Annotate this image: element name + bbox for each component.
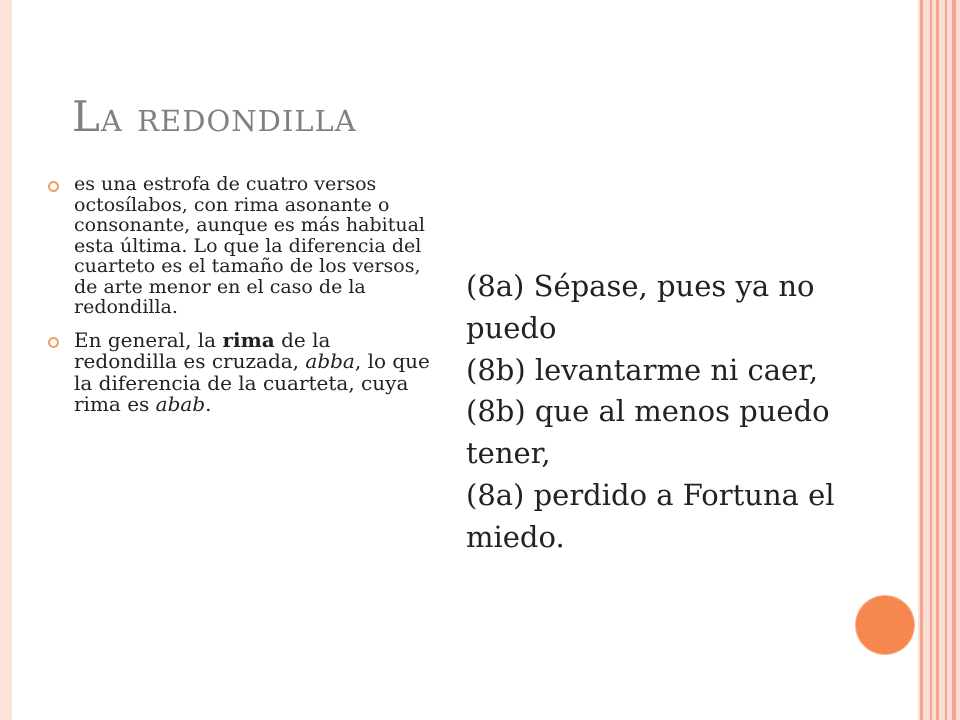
right-stripe [930,0,932,720]
bullet-text-bold: rima [222,327,275,352]
bullet-text-segment: . [205,392,212,417]
right-stripe [952,0,956,720]
poem-line: (8b) que al menos puedo tener, [466,394,830,470]
bullet-text-definition [74,173,425,318]
right-stripe [920,0,923,720]
bullet-item-rhyme [46,327,438,417]
bullet-text-segment: , lo que la diferencia de la cuarteta, cuya rima es [74,349,430,417]
bullet-text-segment: En general, la [74,327,223,352]
bullet-text-italic: abba [305,349,355,374]
bullet-circle-icon [48,337,59,348]
slide-title: La redondilla [72,92,357,141]
bullet-text-segment: de la redondilla es cruzada, [74,327,331,374]
bullet-list [46,174,438,428]
poem-line: (8a) Sépase, pues ya no puedo [466,269,815,345]
slide-canvas [12,0,918,720]
bullet-text-italic: abab [155,392,206,417]
right-stripe [936,0,939,720]
right-stripe [945,0,947,720]
bullet-text-segment: es una estrofa de cuatro versos octosílabos, con rima asonante o consonante, aunque es más habitual esta última. Lo que la diferencia del cuarteto es el tamaño de los versos, de arte menor en el caso de la redondilla. [74,173,425,319]
bullet-text-rhyme [74,328,430,417]
bullet-circle-icon [48,181,59,192]
poem-block [466,266,886,558]
poem-line: (8b) levantarme ni caer, [466,352,819,387]
poem-line: (8a) perdido a Fortuna el miedo. [466,477,835,554]
bullet-item-definition [46,174,438,318]
orange-circle-decoration [856,596,914,654]
